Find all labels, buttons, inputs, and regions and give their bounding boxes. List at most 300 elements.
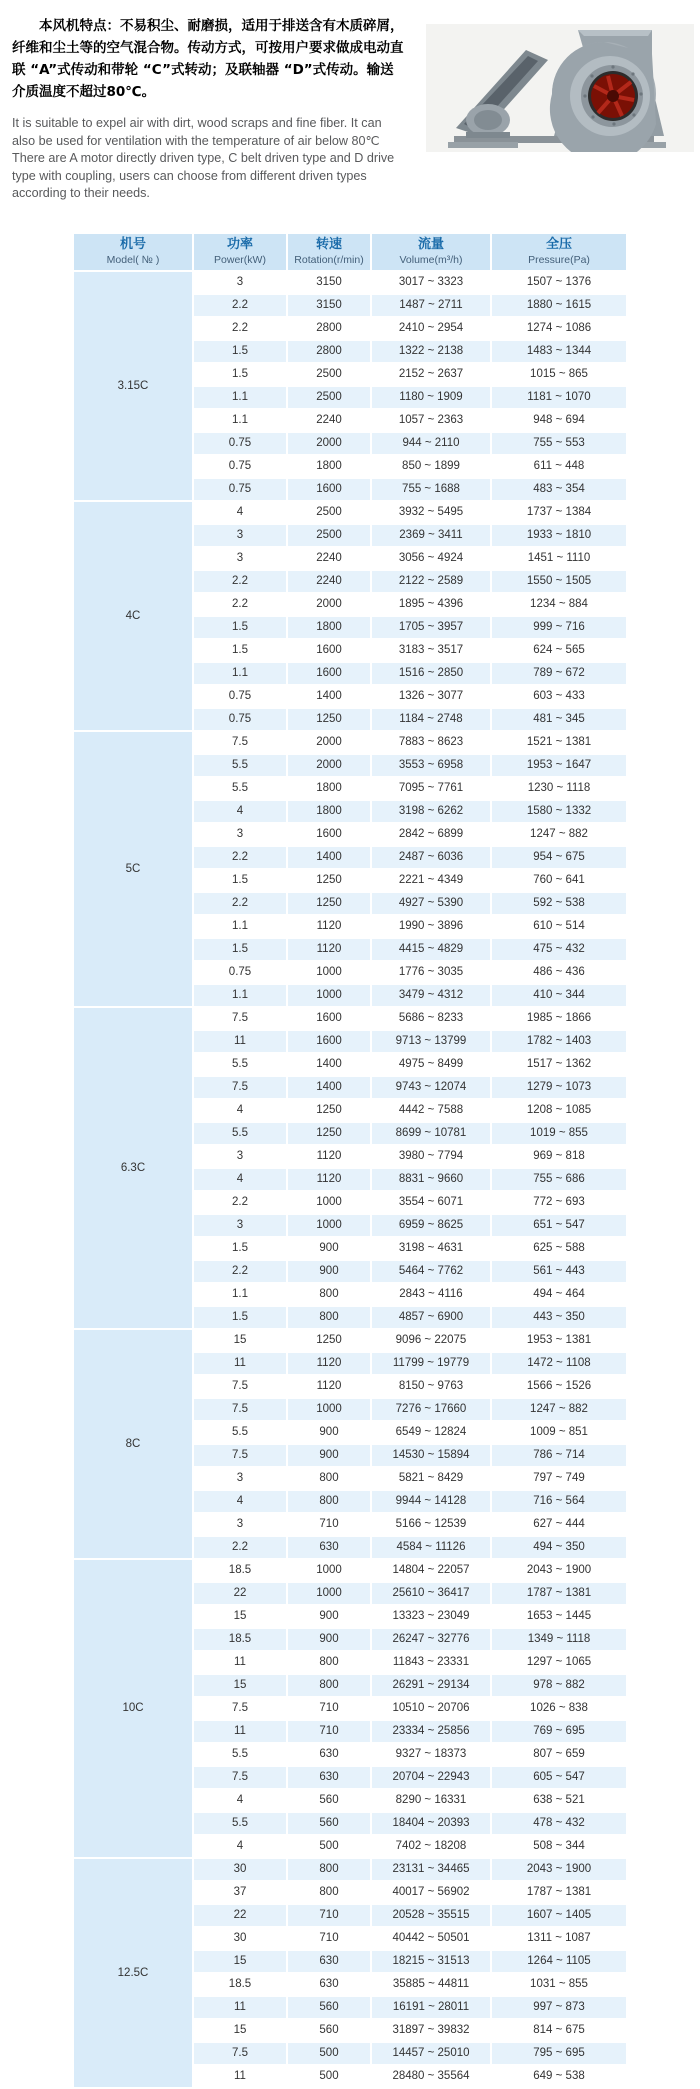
spec-value-cell: 1600 [288,1031,370,1052]
table-row [74,732,626,753]
spec-value-cell: 710 [288,1721,370,1742]
column-header [372,234,490,270]
spec-value-cell: 2369 ~ 3411 [372,525,490,546]
spec-value-cell: 1600 [288,1008,370,1029]
spec-value-cell: 0.75 [194,456,286,477]
spec-value-cell: 11 [194,1721,286,1742]
spec-value-cell: 1521 ~ 1381 [492,732,626,753]
spec-value-cell: 11 [194,1997,286,2018]
spec-value-cell: 2.2 [194,571,286,592]
spec-value-cell: 3 [194,525,286,546]
spec-value-cell: 760 ~ 641 [492,870,626,891]
model-group-cell: 8C [74,1330,192,1558]
spec-value-cell: 3 [194,1514,286,1535]
spec-value-cell: 30 [194,1928,286,1949]
spec-value-cell: 0.75 [194,709,286,730]
spec-value-cell: 1517 ~ 1362 [492,1054,626,1075]
column-header [74,234,192,270]
spec-value-cell: 1880 ~ 1615 [492,295,626,316]
spec-value-cell: 1800 [288,456,370,477]
spec-value-cell: 1787 ~ 1381 [492,1882,626,1903]
spec-value-cell: 592 ~ 538 [492,893,626,914]
spec-value-cell: 1019 ~ 855 [492,1123,626,1144]
table-row [74,502,626,523]
centrifugal-fan-photo [426,24,694,152]
spec-value-cell: 40017 ~ 56902 [372,1882,490,1903]
table-row [74,1859,626,1880]
spec-value-cell: 10510 ~ 20706 [372,1698,490,1719]
spec-value-cell: 8831 ~ 9660 [372,1169,490,1190]
spec-value-cell: 1953 ~ 1381 [492,1330,626,1351]
spec-value-cell: 630 [288,1951,370,1972]
spec-value-cell: 800 [288,1468,370,1489]
spec-value-cell: 755 ~ 686 [492,1169,626,1190]
spec-value-cell: 18404 ~ 20393 [372,1813,490,1834]
spec-value-cell: 1.5 [194,640,286,661]
spec-value-cell: 1.1 [194,663,286,684]
spec-value-cell: 755 ~ 1688 [372,479,490,500]
spec-value-cell: 11 [194,1652,286,1673]
spec-value-cell: 1782 ~ 1403 [492,1031,626,1052]
spec-value-cell: 1250 [288,1100,370,1121]
spec-value-cell: 710 [288,1514,370,1535]
spec-value-cell: 807 ~ 659 [492,1744,626,1765]
spec-value-cell: 800 [288,1859,370,1880]
spec-value-cell: 2.2 [194,318,286,339]
spec-value-cell: 1250 [288,1123,370,1144]
spec-value-cell: 11 [194,1353,286,1374]
table-header [74,234,626,270]
spec-value-cell: 15 [194,2020,286,2041]
spec-value-cell: 1250 [288,870,370,891]
spec-value-cell: 13323 ~ 23049 [372,1606,490,1627]
spec-value-cell: 3553 ~ 6958 [372,755,490,776]
spec-value-cell: 3 [194,824,286,845]
spec-value-cell: 624 ~ 565 [492,640,626,661]
spec-value-cell: 3056 ~ 4924 [372,548,490,569]
spec-value-cell: 1000 [288,1560,370,1581]
spec-value-cell: 710 [288,1928,370,1949]
spec-value-cell: 3198 ~ 6262 [372,801,490,822]
header-row [74,234,626,270]
spec-value-cell: 1600 [288,479,370,500]
spec-value-cell: 23334 ~ 25856 [372,1721,490,1742]
spec-value-cell: 4 [194,502,286,523]
spec-value-cell: 3932 ~ 5495 [372,502,490,523]
spec-value-cell: 2500 [288,525,370,546]
spec-value-cell: 410 ~ 344 [492,985,626,1006]
spec-value-cell: 611 ~ 448 [492,456,626,477]
english-intro-paragraph: It is suitable to expel air with dirt, wood scraps and fine fiber. It can also be used for ventilation with the temperature of air below 80℃ There are A motor directly driven type, C belt driven type and D drive type with coupling, users can choose from different driven types according to their needs. [12,116,395,200]
spec-value-cell: 1349 ~ 1118 [492,1629,626,1650]
spec-value-cell: 9944 ~ 14128 [372,1491,490,1512]
spec-value-cell: 7.5 [194,732,286,753]
spec-value-cell: 997 ~ 873 [492,1997,626,2018]
spec-value-cell: 900 [288,1422,370,1443]
spec-value-cell: 1800 [288,617,370,638]
spec-value-cell: 9743 ~ 12074 [372,1077,490,1098]
spec-value-cell: 478 ~ 432 [492,1813,626,1834]
spec-table-body [74,272,626,2087]
spec-value-cell: 5464 ~ 7762 [372,1261,490,1282]
spec-value-cell: 1.5 [194,617,286,638]
spec-value-cell: 786 ~ 714 [492,1445,626,1466]
column-header-chinese: 全压 [545,237,572,253]
spec-value-cell: 5.5 [194,1422,286,1443]
spec-value-cell: 1120 [288,939,370,960]
column-header-chinese: 机号 [119,237,146,253]
spec-value-cell: 5686 ~ 8233 [372,1008,490,1029]
spec-value-cell: 4584 ~ 11126 [372,1537,490,1558]
spec-value-cell: 0.75 [194,433,286,454]
spec-value-cell: 2.2 [194,1261,286,1282]
spec-value-cell: 15 [194,1330,286,1351]
spec-value-cell: 1311 ~ 1087 [492,1928,626,1949]
spec-value-cell: 1120 [288,1169,370,1190]
spec-value-cell: 2000 [288,433,370,454]
spec-value-cell: 25610 ~ 36417 [372,1583,490,1604]
spec-value-cell: 2.2 [194,1192,286,1213]
spec-value-cell: 1120 [288,1376,370,1397]
spec-value-cell: 789 ~ 672 [492,663,626,684]
spec-value-cell: 1.5 [194,364,286,385]
spec-value-cell: 948 ~ 694 [492,410,626,431]
spec-value-cell: 2.2 [194,295,286,316]
spec-value-cell: 11 [194,1031,286,1052]
spec-value-cell: 3 [194,1468,286,1489]
spec-value-cell: 1516 ~ 2850 [372,663,490,684]
spec-value-cell: 1400 [288,686,370,707]
spec-value-cell: 1.5 [194,870,286,891]
spec-value-cell: 481 ~ 345 [492,709,626,730]
spec-value-cell: 475 ~ 432 [492,939,626,960]
spec-value-cell: 1507 ~ 1376 [492,272,626,293]
spec-value-cell: 1247 ~ 882 [492,824,626,845]
spec-value-cell: 11 [194,2066,286,2087]
spec-value-cell: 2122 ~ 2589 [372,571,490,592]
spec-value-cell: 1000 [288,1583,370,1604]
spec-value-cell: 4975 ~ 8499 [372,1054,490,1075]
spec-value-cell: 1026 ~ 838 [492,1698,626,1719]
spec-value-cell: 3 [194,1146,286,1167]
spec-value-cell: 1487 ~ 2711 [372,295,490,316]
spec-value-cell: 5.5 [194,778,286,799]
spec-value-cell: 769 ~ 695 [492,1721,626,1742]
spec-value-cell: 1297 ~ 1065 [492,1652,626,1673]
spec-value-cell: 651 ~ 547 [492,1215,626,1236]
spec-value-cell: 2500 [288,364,370,385]
spec-value-cell: 1181 ~ 1070 [492,387,626,408]
spec-value-cell: 603 ~ 433 [492,686,626,707]
spec-value-cell: 5.5 [194,1744,286,1765]
spec-value-cell: 1000 [288,1192,370,1213]
spec-value-cell: 0.75 [194,686,286,707]
spec-value-cell: 1009 ~ 851 [492,1422,626,1443]
table-row [74,1560,626,1581]
spec-value-cell: 483 ~ 354 [492,479,626,500]
spec-value-cell: 800 [288,1284,370,1305]
spec-value-cell: 26247 ~ 32776 [372,1629,490,1650]
spec-value-cell: 2842 ~ 6899 [372,824,490,845]
spec-value-cell: 561 ~ 443 [492,1261,626,1282]
spec-value-cell: 1.1 [194,916,286,937]
spec-value-cell: 7095 ~ 7761 [372,778,490,799]
table-row [74,1008,626,1029]
spec-value-cell: 1653 ~ 1445 [492,1606,626,1627]
spec-value-cell: 3150 [288,272,370,293]
spec-value-cell: 1264 ~ 1105 [492,1951,626,1972]
column-header [492,234,626,270]
spec-value-cell: 4 [194,1169,286,1190]
spec-value-cell: 1.5 [194,1307,286,1328]
spec-value-cell: 755 ~ 553 [492,433,626,454]
spec-value-cell: 6959 ~ 8625 [372,1215,490,1236]
spec-value-cell: 638 ~ 521 [492,1790,626,1811]
spec-value-cell: 1184 ~ 2748 [372,709,490,730]
spec-value-cell: 1247 ~ 882 [492,1399,626,1420]
spec-value-cell: 850 ~ 1899 [372,456,490,477]
spec-value-cell: 969 ~ 818 [492,1146,626,1167]
spec-value-cell: 500 [288,1836,370,1857]
spec-value-cell: 15 [194,1675,286,1696]
spec-value-cell: 8150 ~ 9763 [372,1376,490,1397]
spec-value-cell: 18.5 [194,1629,286,1650]
spec-value-cell: 40442 ~ 50501 [372,1928,490,1949]
spec-value-cell: 2410 ~ 2954 [372,318,490,339]
spec-value-cell: 1.1 [194,410,286,431]
spec-value-cell: 627 ~ 444 [492,1514,626,1535]
column-header [288,234,370,270]
spec-value-cell: 4 [194,1491,286,1512]
spec-value-cell: 1800 [288,801,370,822]
spec-value-cell: 18.5 [194,1560,286,1581]
spec-value-cell: 5.5 [194,1123,286,1144]
spec-value-cell: 3 [194,272,286,293]
spec-value-cell: 2.2 [194,893,286,914]
spec-value-cell: 1000 [288,985,370,1006]
spec-value-cell: 6549 ~ 12824 [372,1422,490,1443]
spec-value-cell: 1015 ~ 865 [492,364,626,385]
spec-value-cell: 649 ~ 538 [492,2066,626,2087]
spec-value-cell: 999 ~ 716 [492,617,626,638]
spec-value-cell: 1550 ~ 1505 [492,571,626,592]
spec-value-cell: 3554 ~ 6071 [372,1192,490,1213]
spec-value-cell: 900 [288,1606,370,1627]
spec-value-cell: 1326 ~ 3077 [372,686,490,707]
spec-value-cell: 605 ~ 547 [492,1767,626,1788]
spec-value-cell: 7.5 [194,1008,286,1029]
spec-value-cell: 4 [194,1836,286,1857]
spec-value-cell: 1600 [288,663,370,684]
spec-value-cell: 710 [288,1698,370,1719]
spec-value-cell: 11799 ~ 19779 [372,1353,490,1374]
spec-value-cell: 18215 ~ 31513 [372,1951,490,1972]
spec-value-cell: 7.5 [194,1445,286,1466]
table-row [74,1330,626,1351]
spec-value-cell: 1230 ~ 1118 [492,778,626,799]
spec-value-cell: 795 ~ 695 [492,2043,626,2064]
spec-value-cell: 1.1 [194,387,286,408]
spec-value-cell: 486 ~ 436 [492,962,626,983]
spec-value-cell: 2500 [288,387,370,408]
spec-value-cell: 1737 ~ 1384 [492,502,626,523]
model-group-cell: 6.3C [74,1008,192,1328]
spec-value-cell: 900 [288,1629,370,1650]
spec-value-cell: 900 [288,1261,370,1282]
spec-value-cell: 8699 ~ 10781 [372,1123,490,1144]
spec-value-cell: 1400 [288,1077,370,1098]
spec-value-cell: 30 [194,1859,286,1880]
column-header-english: Model( № ) [106,253,160,266]
spec-value-cell: 9096 ~ 22075 [372,1330,490,1351]
spec-value-cell: 22 [194,1905,286,1926]
column-header [194,234,286,270]
spec-value-cell: 800 [288,1652,370,1673]
intro-text-column [12,12,404,202]
spec-value-cell: 4442 ~ 7588 [372,1100,490,1121]
spec-value-cell: 1250 [288,893,370,914]
column-header-english: Rotation(r/min) [294,253,364,266]
model-group-cell: 5C [74,732,192,1006]
spec-value-cell: 7.5 [194,1767,286,1788]
spec-value-cell: 2800 [288,341,370,362]
spec-value-cell: 1120 [288,1353,370,1374]
spec-value-cell: 2000 [288,732,370,753]
spec-value-cell: 2043 ~ 1900 [492,1859,626,1880]
column-header-chinese: 流量 [417,237,444,253]
spec-value-cell: 2240 [288,548,370,569]
spec-value-cell: 35885 ~ 44811 [372,1974,490,1995]
spec-value-cell: 3150 [288,295,370,316]
spec-value-cell: 1400 [288,1054,370,1075]
spec-value-cell: 1953 ~ 1647 [492,755,626,776]
table-row [74,272,626,293]
column-header-english: Power(kW) [214,253,266,266]
spec-value-cell: 2043 ~ 1900 [492,1560,626,1581]
spec-value-cell: 978 ~ 882 [492,1675,626,1696]
spec-value-cell: 14804 ~ 22057 [372,1560,490,1581]
spec-value-cell: 4857 ~ 6900 [372,1307,490,1328]
spec-value-cell: 900 [288,1238,370,1259]
spec-value-cell: 1566 ~ 1526 [492,1376,626,1397]
spec-value-cell: 1787 ~ 1381 [492,1583,626,1604]
spec-value-cell: 2.2 [194,594,286,615]
spec-value-cell: 1234 ~ 884 [492,594,626,615]
spec-value-cell: 800 [288,1491,370,1512]
spec-value-cell: 797 ~ 749 [492,1468,626,1489]
spec-value-cell: 625 ~ 588 [492,1238,626,1259]
spec-value-cell: 0.75 [194,479,286,500]
spec-value-cell: 1120 [288,1146,370,1167]
model-group-cell: 10C [74,1560,192,1857]
spec-value-cell: 1705 ~ 3957 [372,617,490,638]
spec-value-cell: 1180 ~ 1909 [372,387,490,408]
spec-value-cell: 15 [194,1606,286,1627]
spec-value-cell: 3 [194,1215,286,1236]
spec-value-cell: 560 [288,2020,370,2041]
spec-value-cell: 944 ~ 2110 [372,433,490,454]
spec-value-cell: 3183 ~ 3517 [372,640,490,661]
chinese-intro-paragraph: 本风机特点：不易积尘、耐磨损，适用于排送含有木质碎屑，纤维和尘土等的空气混合物。传动方式，可按用户要求做成电动直联 “A”式传动和带轮 “C”式转动；及联轴器 “D”式传动。输送介质温度不超过80℃。 [12,18,404,100]
spec-value-cell: 14530 ~ 15894 [372,1445,490,1466]
spec-value-cell: 954 ~ 675 [492,847,626,868]
spec-value-cell: 2.2 [194,1537,286,1558]
spec-value-cell: 4927 ~ 5390 [372,893,490,914]
spec-value-cell: 610 ~ 514 [492,916,626,937]
spec-value-cell: 800 [288,1675,370,1696]
spec-value-cell: 14457 ~ 25010 [372,2043,490,2064]
spec-value-cell: 508 ~ 344 [492,1836,626,1857]
spec-value-cell: 3198 ~ 4631 [372,1238,490,1259]
spec-value-cell: 18.5 [194,1974,286,1995]
spec-value-cell: 1.1 [194,1284,286,1305]
spec-value-cell: 630 [288,1767,370,1788]
spec-value-cell: 2800 [288,318,370,339]
spec-value-cell: 1250 [288,709,370,730]
spec-value-cell: 800 [288,1307,370,1328]
spec-value-cell: 2221 ~ 4349 [372,870,490,891]
spec-value-cell: 7.5 [194,1077,286,1098]
spec-value-cell: 1895 ~ 4396 [372,594,490,615]
spec-value-cell: 7.5 [194,1698,286,1719]
spec-value-cell: 7402 ~ 18208 [372,1836,490,1857]
spec-value-cell: 3017 ~ 3323 [372,272,490,293]
spec-value-cell: 37 [194,1882,286,1903]
spec-value-cell: 7.5 [194,2043,286,2064]
column-header-chinese: 转速 [315,237,342,253]
spec-value-cell: 2500 [288,502,370,523]
model-group-cell: 12.5C [74,1859,192,2087]
spec-value-cell: 1472 ~ 1108 [492,1353,626,1374]
spec-value-cell: 4 [194,1100,286,1121]
spec-value-cell: 900 [288,1445,370,1466]
spec-value-cell: 1.5 [194,939,286,960]
spec-value-cell: 630 [288,1537,370,1558]
spec-value-cell: 1208 ~ 1085 [492,1100,626,1121]
spec-value-cell: 31897 ~ 39832 [372,2020,490,2041]
spec-value-cell: 4 [194,1790,286,1811]
spec-value-cell: 630 [288,1974,370,1995]
spec-value-cell: 1031 ~ 855 [492,1974,626,1995]
spec-value-cell: 1800 [288,778,370,799]
spec-value-cell: 2000 [288,594,370,615]
spec-value-cell: 2240 [288,571,370,592]
spec-value-cell: 4415 ~ 4829 [372,939,490,960]
spec-value-cell: 500 [288,2066,370,2087]
spec-value-cell: 1000 [288,1215,370,1236]
spec-value-cell: 1985 ~ 1866 [492,1008,626,1029]
spec-value-cell: 1.1 [194,985,286,1006]
spec-value-cell: 560 [288,1997,370,2018]
spec-value-cell: 2843 ~ 4116 [372,1284,490,1305]
spec-value-cell: 7276 ~ 17660 [372,1399,490,1420]
spec-value-cell: 1483 ~ 1344 [492,341,626,362]
spec-value-cell: 9327 ~ 18373 [372,1744,490,1765]
spec-value-cell: 2000 [288,755,370,776]
spec-value-cell: 8290 ~ 16331 [372,1790,490,1811]
spec-value-cell: 2240 [288,410,370,431]
spec-value-cell: 26291 ~ 29134 [372,1675,490,1696]
spec-value-cell: 560 [288,1790,370,1811]
spec-value-cell: 630 [288,1744,370,1765]
spec-value-cell: 772 ~ 693 [492,1192,626,1213]
intro-section [0,12,700,202]
spec-value-cell: 9713 ~ 13799 [372,1031,490,1052]
spec-value-cell: 15 [194,1951,286,1972]
spec-value-cell: 3 [194,548,286,569]
spec-value-cell: 1607 ~ 1405 [492,1905,626,1926]
spec-value-cell: 1933 ~ 1810 [492,525,626,546]
